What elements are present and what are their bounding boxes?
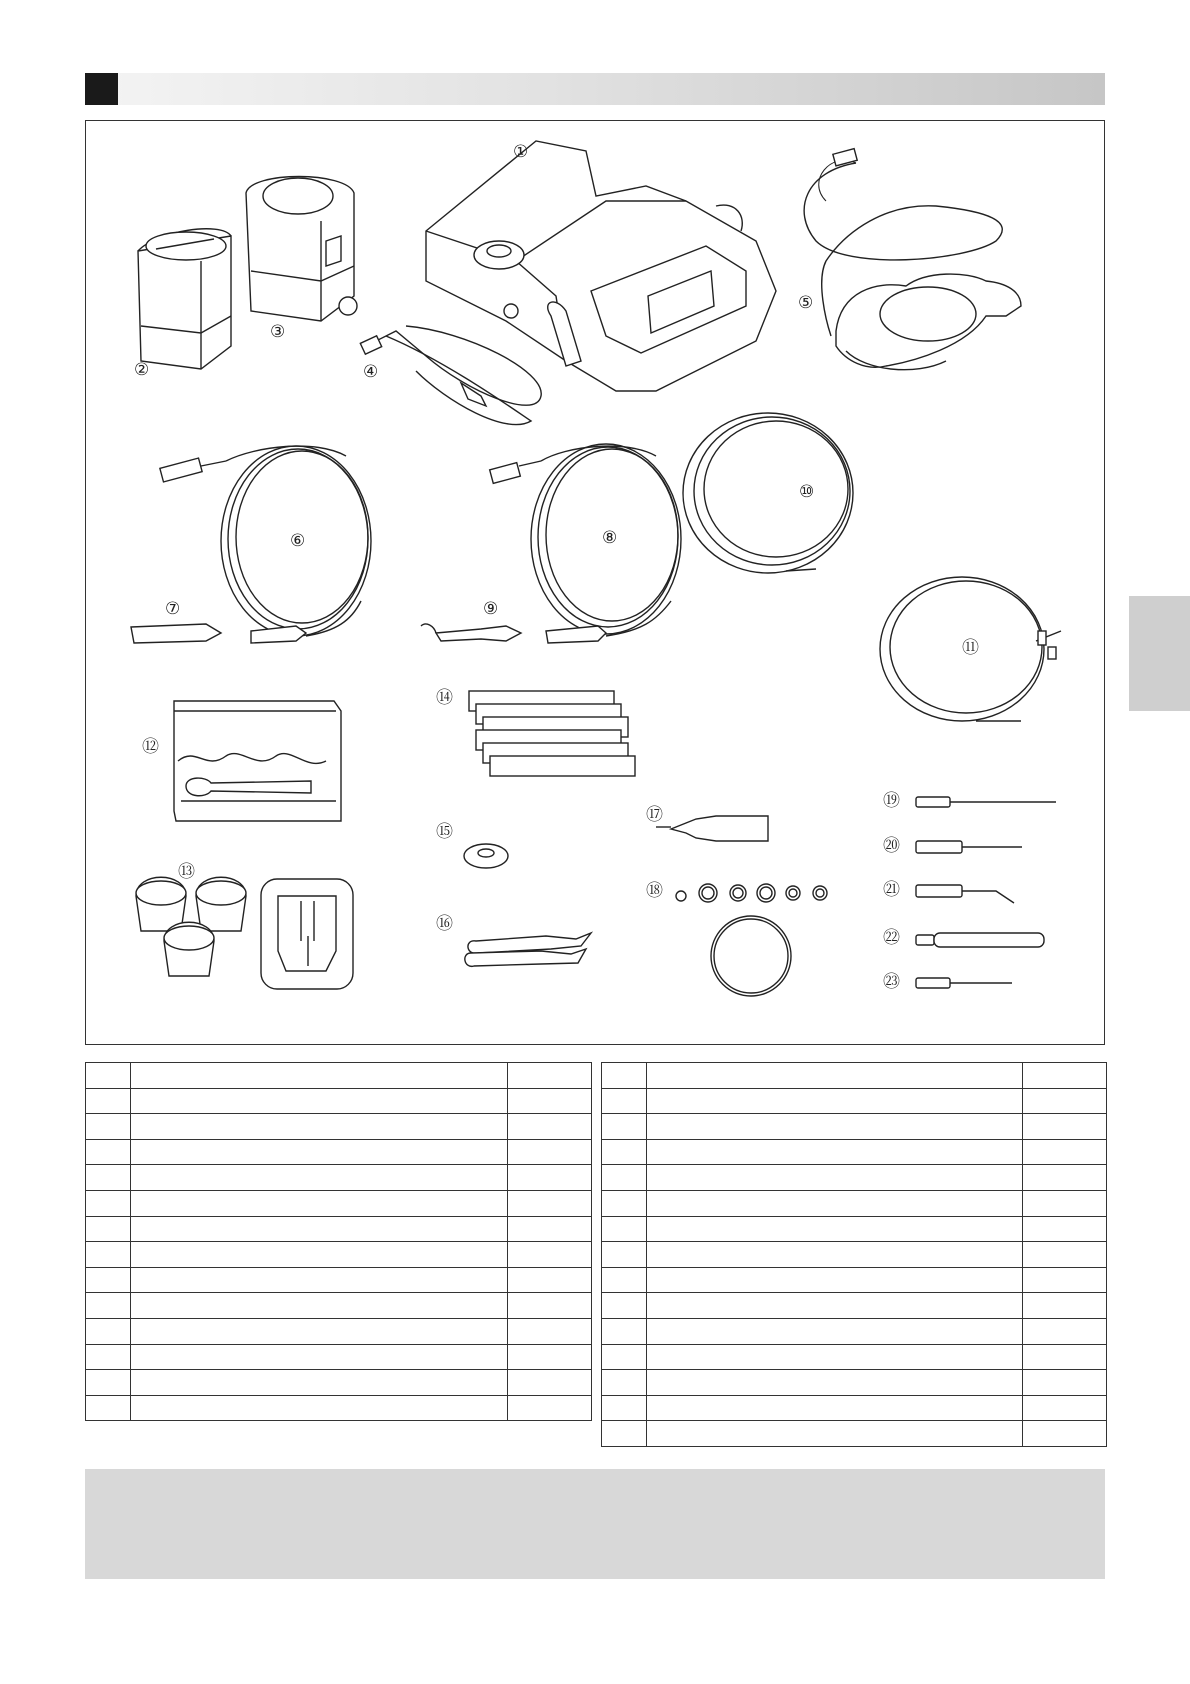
table-row <box>602 1318 1107 1344</box>
part-name-cell <box>647 1344 1023 1370</box>
row-number-cell <box>602 1370 647 1396</box>
bottle-with-valve-illustration <box>246 177 357 322</box>
quantity-cell <box>508 1242 592 1268</box>
part-name-cell <box>131 1395 508 1421</box>
callout-14: ⑭ <box>436 688 453 708</box>
part-name-cell <box>647 1190 1023 1216</box>
callout-22: ㉒ <box>883 928 900 948</box>
row-number-cell <box>602 1216 647 1242</box>
part-name-cell <box>131 1088 508 1114</box>
part-name-cell <box>647 1267 1023 1293</box>
power-cord-illustration <box>360 326 541 425</box>
callout-6: ⑥ <box>290 531 306 551</box>
quantity-cell <box>508 1165 592 1191</box>
row-number-cell <box>86 1344 131 1370</box>
handpiece-cap-illustration <box>131 624 221 643</box>
callout-17: ⑰ <box>646 805 663 825</box>
callout-20: ⑳ <box>883 836 900 856</box>
wrench-wheel-illustration <box>464 844 508 868</box>
table-row <box>86 1344 592 1370</box>
scaler-handpiece-illustration <box>421 624 521 641</box>
table-row <box>602 1395 1107 1421</box>
callout-2: ② <box>134 360 150 380</box>
row-number-cell <box>602 1190 647 1216</box>
quantity-cell <box>1023 1114 1107 1140</box>
table-row <box>86 1088 592 1114</box>
table-row <box>602 1216 1107 1242</box>
part-name-cell <box>131 1318 508 1344</box>
part-name-cell <box>647 1242 1023 1268</box>
accessories-figure <box>85 120 1105 1045</box>
tube-coil-illustration <box>683 413 853 573</box>
part-name-cell <box>131 1242 508 1268</box>
callout-11: ⑪ <box>962 638 979 658</box>
table-row <box>602 1344 1107 1370</box>
quantity-cell <box>1023 1216 1107 1242</box>
quantity-cell <box>1023 1190 1107 1216</box>
row-number-cell <box>602 1165 647 1191</box>
row-number-cell <box>86 1088 131 1114</box>
table-row <box>86 1267 592 1293</box>
callout-9: ⑨ <box>483 599 499 619</box>
tube-sleeves-illustration <box>469 691 635 776</box>
quantity-cell <box>508 1216 592 1242</box>
row-number-cell <box>602 1293 647 1319</box>
quantity-cell <box>508 1114 592 1140</box>
part-name-cell <box>647 1318 1023 1344</box>
table-row <box>602 1421 1107 1447</box>
handpiece-cord-illustration <box>160 446 371 643</box>
part-name-cell <box>131 1139 508 1165</box>
quantity-cell <box>1023 1139 1107 1165</box>
callout-21: ㉑ <box>883 880 900 900</box>
table-row <box>86 1370 592 1396</box>
row-number-cell <box>602 1139 647 1165</box>
quantity-cell <box>1023 1165 1107 1191</box>
quantity-cell <box>1023 1344 1107 1370</box>
table-row <box>86 1293 592 1319</box>
table-row <box>86 1216 592 1242</box>
table-row <box>602 1063 1107 1089</box>
callout-8: ⑧ <box>602 528 618 548</box>
table-row <box>86 1190 592 1216</box>
callout-15: ⑮ <box>436 822 453 842</box>
part-name-cell <box>131 1190 508 1216</box>
chapter-side-tab <box>1129 596 1190 711</box>
callout-13: ⑬ <box>178 862 195 882</box>
quantity-cell <box>1023 1395 1107 1421</box>
quantity-cell <box>508 1139 592 1165</box>
callout-7: ⑦ <box>165 599 181 619</box>
main-unit-illustration <box>426 141 776 391</box>
row-number-cell <box>86 1216 131 1242</box>
quantity-cell <box>508 1370 592 1396</box>
quantity-cell <box>1023 1063 1107 1089</box>
row-number-cell <box>602 1318 647 1344</box>
table-row <box>86 1318 592 1344</box>
quantity-cell <box>1023 1242 1107 1268</box>
row-number-cell <box>602 1421 647 1447</box>
table-row <box>86 1063 592 1089</box>
part-name-cell <box>647 1216 1023 1242</box>
quantity-cell <box>508 1267 592 1293</box>
part-name-cell <box>647 1088 1023 1114</box>
table-row <box>602 1267 1107 1293</box>
row-number-cell <box>602 1344 647 1370</box>
quantity-cell <box>508 1395 592 1421</box>
row-number-cell <box>86 1293 131 1319</box>
quantity-cell <box>508 1190 592 1216</box>
foot-control-illustration <box>804 149 1021 370</box>
row-number-cell <box>86 1139 131 1165</box>
table-row <box>86 1242 592 1268</box>
filters-illustration <box>136 877 353 989</box>
row-number-cell <box>602 1267 647 1293</box>
table-row <box>602 1190 1107 1216</box>
row-number-cell <box>86 1190 131 1216</box>
table-row <box>86 1114 592 1140</box>
table-row <box>602 1165 1107 1191</box>
part-name-cell <box>647 1293 1023 1319</box>
part-name-cell <box>131 1370 508 1396</box>
callout-5: ⑤ <box>798 293 814 313</box>
part-name-cell <box>647 1063 1023 1089</box>
callout-4: ④ <box>363 362 379 382</box>
callout-19: ⑲ <box>883 791 900 811</box>
row-number-cell <box>602 1395 647 1421</box>
parts-table-right <box>601 1062 1107 1447</box>
row-number-cell <box>86 1063 131 1089</box>
quantity-cell <box>1023 1293 1107 1319</box>
row-number-cell <box>602 1242 647 1268</box>
quantity-cell <box>1023 1267 1107 1293</box>
callout-1: ① <box>513 142 529 162</box>
row-number-cell <box>86 1114 131 1140</box>
quantity-cell <box>508 1088 592 1114</box>
part-name-cell <box>131 1165 508 1191</box>
table-row <box>602 1139 1107 1165</box>
part-name-cell <box>131 1293 508 1319</box>
o-rings-illustration <box>676 884 827 996</box>
callout-23: ㉓ <box>883 972 900 992</box>
part-name-cell <box>647 1114 1023 1140</box>
quantity-cell <box>508 1063 592 1089</box>
quantity-cell <box>1023 1370 1107 1396</box>
part-name-cell <box>131 1114 508 1140</box>
part-name-cell <box>647 1421 1023 1447</box>
quantity-cell <box>508 1318 592 1344</box>
part-name-cell <box>647 1395 1023 1421</box>
callout-10: ⑩ <box>799 482 815 502</box>
row-number-cell <box>86 1165 131 1191</box>
cleaning-tools-illustration <box>916 797 1056 988</box>
row-number-cell <box>86 1242 131 1268</box>
table-row <box>602 1293 1107 1319</box>
table-row <box>86 1139 592 1165</box>
wrench-illustration <box>465 933 591 966</box>
row-number-cell <box>602 1088 647 1114</box>
row-number-cell <box>602 1063 647 1089</box>
callout-16: ⑯ <box>436 914 453 934</box>
quantity-cell <box>508 1344 592 1370</box>
callout-12: ⑫ <box>142 737 159 757</box>
callout-3: ③ <box>270 322 286 342</box>
handpiece-cord-2-illustration <box>490 444 681 643</box>
table-row <box>602 1242 1107 1268</box>
quantity-cell <box>508 1293 592 1319</box>
table-row <box>602 1088 1107 1114</box>
quantity-cell <box>1023 1318 1107 1344</box>
section-header-marker <box>85 73 118 105</box>
row-number-cell <box>86 1267 131 1293</box>
part-name-cell <box>647 1165 1023 1191</box>
row-number-cell <box>86 1370 131 1396</box>
tray-illustration <box>174 701 341 821</box>
table-row <box>602 1370 1107 1396</box>
part-name-cell <box>131 1344 508 1370</box>
part-name-cell <box>647 1139 1023 1165</box>
part-name-cell <box>131 1267 508 1293</box>
note-box <box>85 1469 1105 1579</box>
row-number-cell <box>86 1318 131 1344</box>
row-number-cell <box>86 1395 131 1421</box>
oil-bottle-illustration <box>656 816 768 841</box>
section-header-bar <box>85 73 1105 105</box>
table-row <box>86 1395 592 1421</box>
table-row <box>602 1114 1107 1140</box>
part-name-cell <box>131 1063 508 1089</box>
quantity-cell <box>1023 1088 1107 1114</box>
bottle-illustration <box>138 229 231 369</box>
part-name-cell <box>647 1370 1023 1396</box>
row-number-cell <box>602 1114 647 1140</box>
parts-table-left <box>85 1062 592 1421</box>
table-row <box>86 1165 592 1191</box>
callout-18: ⑱ <box>646 881 663 901</box>
part-name-cell <box>131 1216 508 1242</box>
quantity-cell <box>1023 1421 1107 1447</box>
